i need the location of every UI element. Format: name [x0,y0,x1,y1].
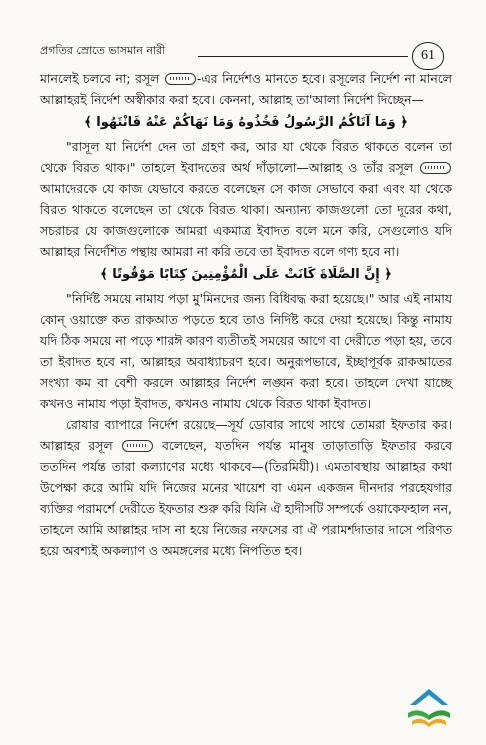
running-title: প্রগতির স্রোতে ভাসমান নারী [40,44,166,57]
prophet-salutation-seal-icon [420,162,451,174]
paragraph-text: "রাসূল যা নির্দেশ দেন তা গ্রহণ কর, আর যা থেকে বিরত থাকতে বলেন তা থেকে বিরত থাক।" তাহলে ইবাদতের অর্থ দাঁড়ালো—আল্লাহ ও তাঁর রসূল [40,139,452,175]
paragraph [40,414,452,561]
logo-roof-shape [410,689,448,705]
paragraph-text: বলেছেন, যতদিন পর্যন্ত মানুষ তাড়াতাড়ি ইফতার করবে ততদিন পর্যন্ত তারা কল্যাণের মধ্যে থাকবে—(তিরমিযী)। এমতাবস্থায় আল্লাহর কথা উপেক্ষা করে আমি যদি নিজের মনের খায়েশ বা এমন একজন দীনদার পরহেযগার ব্যক্তির পরামর্শে দেরীতে ইফতার শুরু করি যিনি ঐ হাদীসটি সম্পর্কে ওয়াকেফহাল নন, তাহলে আমি আল্লাহর দাস না হয়ে নিজের নফসের বা ঐ পরামর্শদাতার দাসে পরিণত হয়ে অবশ্যই অকল্যাণ ও অমঙ্গলের মধ্যে নিপতিত হব। [40,438,452,558]
prophet-salutation-seal-icon [165,73,196,85]
paragraph [40,68,452,110]
page-number: 61 [412,42,444,70]
quran-verse: ﴿ إِنَّ الصَّلَاةَ كَانَتْ عَلَى الْمُؤْمِنِينَ كِتَابًا مَوْقُوتًا ﴾ [100,267,392,282]
paragraph: "নির্দিষ্ট সময়ে নামায পড়া মু'মিনদের জন্য বিধিবদ্ধ করা হয়েছে।" আর এই নামায কোন্ ওয়াক্তে কত রাকআত পড়তে হবে তাও নির্দিষ্ট করে দেয়া হয়েছে। কিন্তু নামায যদি ঠিক সময়ে না পড়ে শারঈ কারণ ব্যতীতই সময়ের আগে বা দেরীতে পড়া হয়, তবে তা ইবাদত হবে না, আল্লাহর অবাধ্যাচরণ হবে। অনুরূপভাবে, ইচ্ছাপূর্বক রাকআতের সংখ্যা কম বা বেশী করলে আল্লাহর নির্দেশ লঙ্ঘন করা হবে। তাহলে দেখা যাচ্ছে কখনও নামায পড়া ইবাদত, কখনও নামায থেকে বিরত থাকা ইবাদত। [40,291,452,411]
paragraph-text: রোযার ব্যাপারে নির্দেশ রয়েছে—সূর্য ডোবার সাথে সাথে তোমরা ইফতার কর। আল্লাহর রসূল [40,417,452,453]
body-text [40,68,452,561]
paragraph-text: -এর নির্দেশও মানতে হবে। রসূলের নির্দেশ না মানলে আল্লাহরই নির্দেশ অস্বীকার করা হবে। কেননা, আল্লাহ তা'আলা নির্দেশ দিচ্ছেন— [40,71,452,107]
publisher-logo-icon [404,683,454,731]
logo-book-left [408,710,429,720]
logo-base [412,719,446,727]
paragraph-text: মানলেই চলবে না; রসূল [40,71,160,86]
prophet-salutation-seal-icon [122,440,153,452]
header-rule [198,56,408,57]
quran-verse: ﴿ وَمَا آتَاكُمُ الرَّسُولُ فَخُذُوهُ وَمَا نَهَاكُمْ عَنْهُ فَانْتَهُوا ﴾ [84,115,408,130]
logo-book-right [429,710,450,720]
paragraph-text: আমাদেরকে যে কাজ যেভাবে করতে বলেছেন সে কাজ সেভাবে করা এবং যা থেকে বিরত থাকতে বলেছেন তা থেকে বিরত থাকা। অন্যান্য কাজগুলো তো দূরের কথা, সচরাচর যে কাজগুলোকে আমরা একমাত্র ইবাদত বলে মনে করি, সেগুলোও যদি আল্লাহর নির্দেশিত পন্থায় আমরা না করি তবে তা ইবাদত বলে গণ্য হবে না। [40,181,452,259]
paragraph [40,136,452,262]
